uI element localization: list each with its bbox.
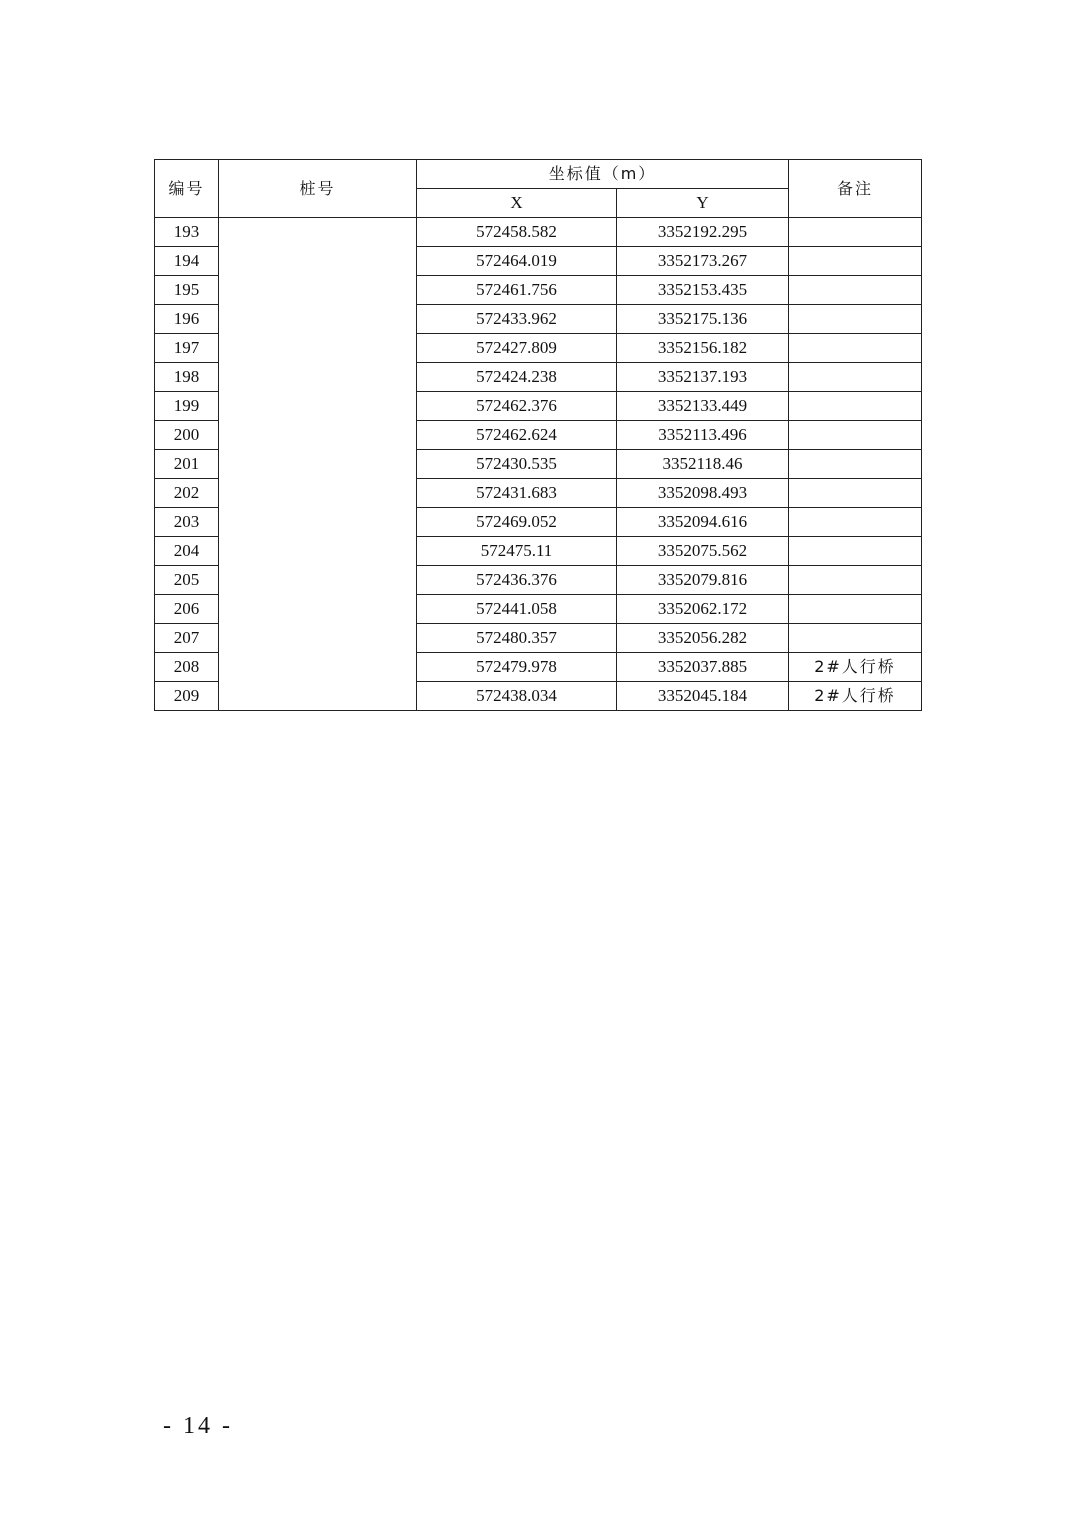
stake-cell	[219, 218, 417, 711]
x-value-cell: 572441.058	[417, 595, 617, 624]
x-value-cell: 572458.582	[417, 218, 617, 247]
row-number-cell: 207	[155, 624, 219, 653]
x-value-cell: 572431.683	[417, 479, 617, 508]
x-value-cell: 572424.238	[417, 363, 617, 392]
remark-cell	[789, 566, 922, 595]
y-value-cell: 3352075.562	[617, 537, 789, 566]
remark-cell	[789, 479, 922, 508]
y-value-cell: 3352056.282	[617, 624, 789, 653]
x-value-cell: 572480.357	[417, 624, 617, 653]
x-value-cell: 572433.962	[417, 305, 617, 334]
row-number-cell: 205	[155, 566, 219, 595]
row-number-cell: 194	[155, 247, 219, 276]
remark-cell	[789, 595, 922, 624]
x-value-cell: 572479.978	[417, 653, 617, 682]
row-number-cell: 197	[155, 334, 219, 363]
header-y: Y	[617, 189, 789, 218]
row-number-cell: 204	[155, 537, 219, 566]
x-value-cell: 572464.019	[417, 247, 617, 276]
y-value-cell: 3352118.46	[617, 450, 789, 479]
remark-cell	[789, 392, 922, 421]
table-row	[155, 218, 922, 247]
x-value-cell: 572475.11	[417, 537, 617, 566]
row-number-cell: 198	[155, 363, 219, 392]
remark-cell	[789, 276, 922, 305]
row-number-cell: 206	[155, 595, 219, 624]
y-value-cell: 3352062.172	[617, 595, 789, 624]
y-value-cell: 3352175.136	[617, 305, 789, 334]
remark-cell	[789, 450, 922, 479]
row-number-cell: 201	[155, 450, 219, 479]
x-value-cell: 572438.034	[417, 682, 617, 711]
y-value-cell: 3352133.449	[617, 392, 789, 421]
remark-cell	[789, 537, 922, 566]
row-number-cell: 208	[155, 653, 219, 682]
x-value-cell: 572469.052	[417, 508, 617, 537]
remark-cell	[789, 218, 922, 247]
header-remark: 备注	[789, 160, 922, 218]
header-number: 编号	[155, 160, 219, 218]
y-value-cell: 3352137.193	[617, 363, 789, 392]
y-value-cell: 3352156.182	[617, 334, 789, 363]
remark-cell	[789, 624, 922, 653]
x-value-cell: 572462.624	[417, 421, 617, 450]
y-value-cell: 3352045.184	[617, 682, 789, 711]
row-number-cell: 199	[155, 392, 219, 421]
remark-cell	[789, 247, 922, 276]
y-value-cell: 3352037.885	[617, 653, 789, 682]
row-number-cell: 200	[155, 421, 219, 450]
remark-cell	[789, 421, 922, 450]
header-x: X	[417, 189, 617, 218]
table-body	[155, 218, 922, 711]
remark-cell: 2#人行桥	[789, 653, 922, 682]
x-value-cell: 572427.809	[417, 334, 617, 363]
row-number-cell: 202	[155, 479, 219, 508]
y-value-cell: 3352113.496	[617, 421, 789, 450]
remark-cell	[789, 305, 922, 334]
y-value-cell: 3352153.435	[617, 276, 789, 305]
y-value-cell: 3352173.267	[617, 247, 789, 276]
row-number-cell: 195	[155, 276, 219, 305]
y-value-cell: 3352094.616	[617, 508, 789, 537]
y-value-cell: 3352192.295	[617, 218, 789, 247]
remark-cell	[789, 508, 922, 537]
x-value-cell: 572430.535	[417, 450, 617, 479]
remark-cell: 2#人行桥	[789, 682, 922, 711]
page-number: - 14 -	[163, 1413, 233, 1439]
row-number-cell: 209	[155, 682, 219, 711]
y-value-cell: 3352079.816	[617, 566, 789, 595]
x-value-cell: 572461.756	[417, 276, 617, 305]
row-number-cell: 203	[155, 508, 219, 537]
row-number-cell: 193	[155, 218, 219, 247]
remark-cell	[789, 363, 922, 392]
coordinate-table	[154, 159, 922, 711]
header-coordinate: 坐标值（m）	[417, 160, 789, 189]
x-value-cell: 572462.376	[417, 392, 617, 421]
x-value-cell: 572436.376	[417, 566, 617, 595]
remark-cell	[789, 334, 922, 363]
header-stake: 桩号	[219, 160, 417, 218]
y-value-cell: 3352098.493	[617, 479, 789, 508]
row-number-cell: 196	[155, 305, 219, 334]
